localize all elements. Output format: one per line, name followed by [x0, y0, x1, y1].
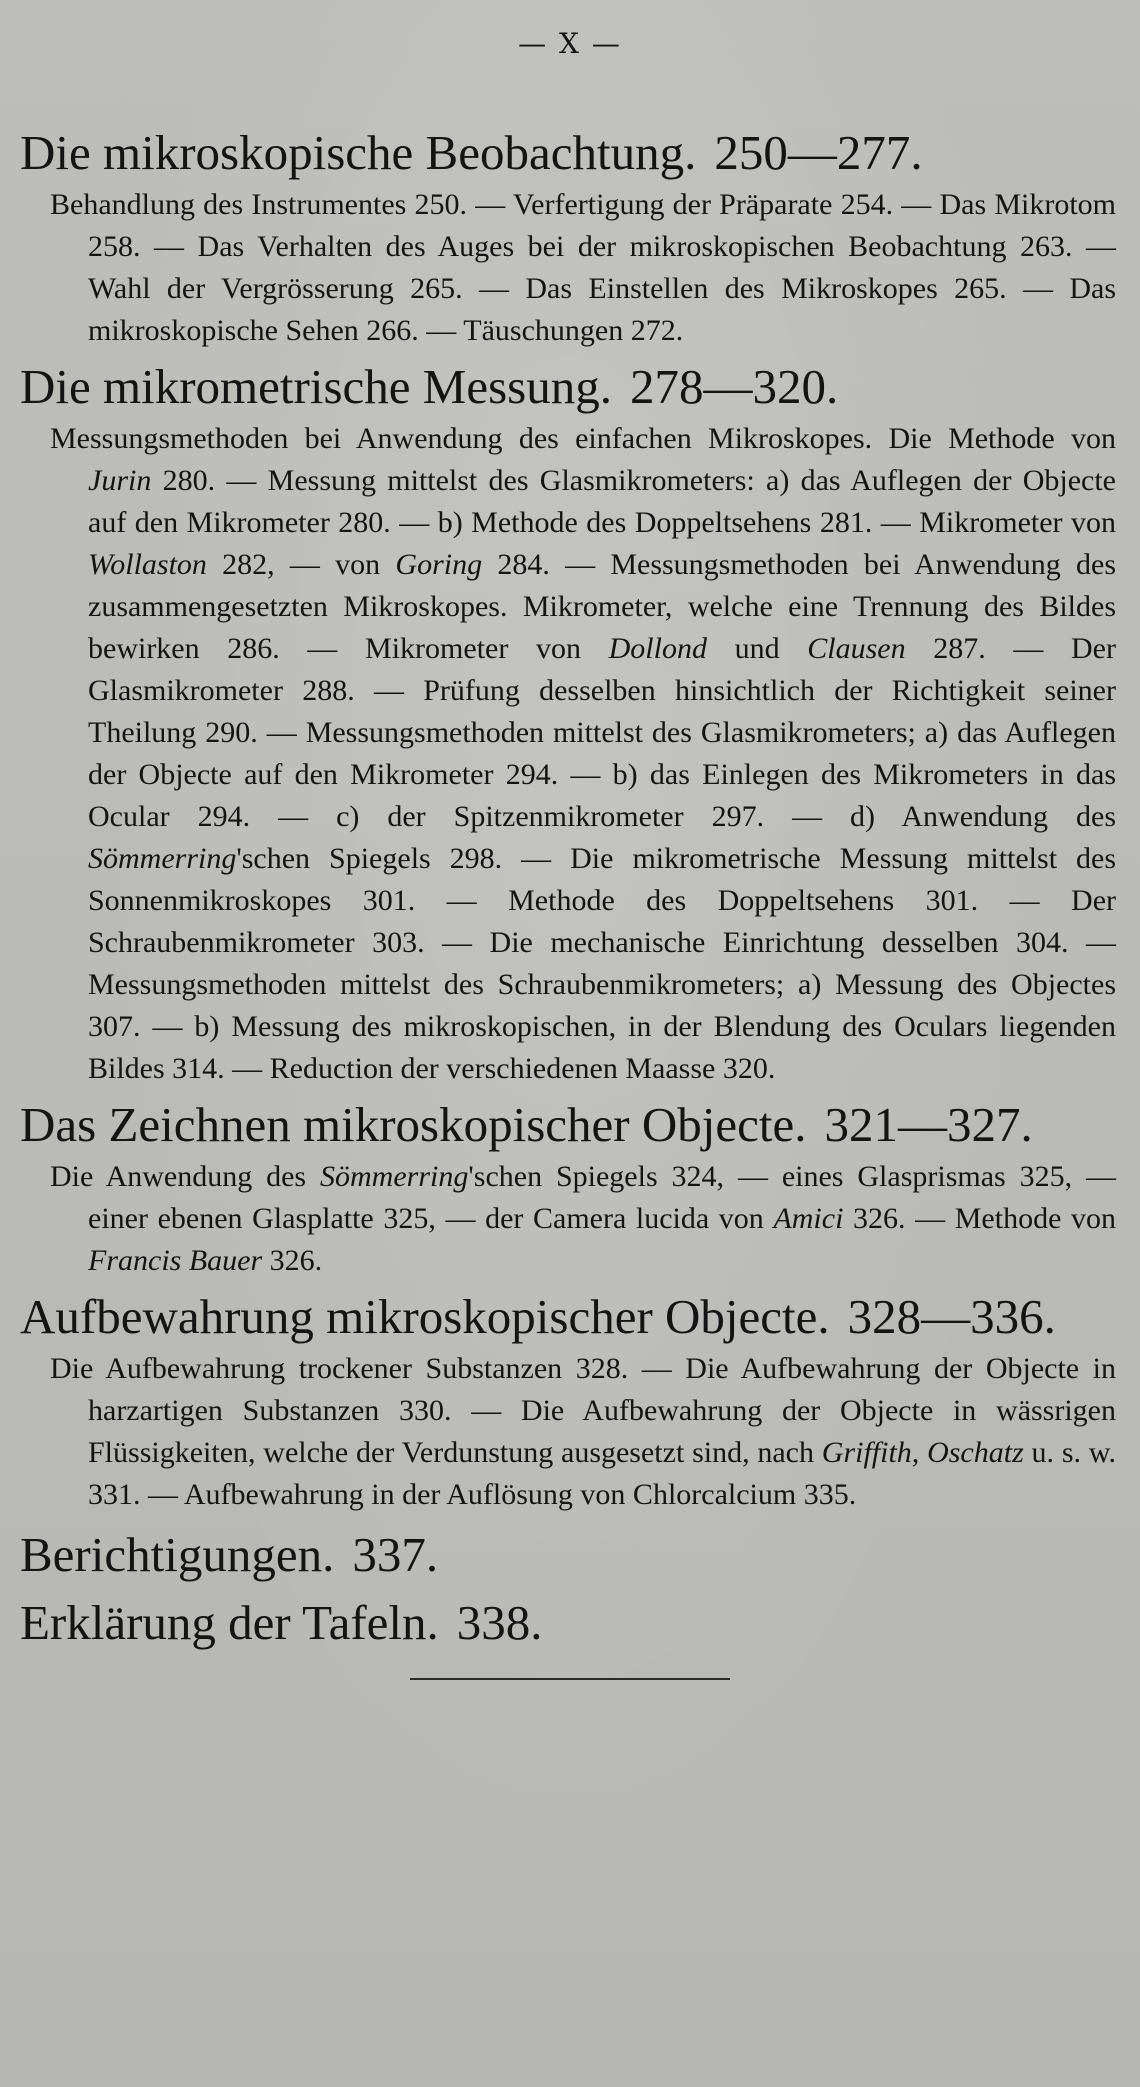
section-title — [0, 1096, 1140, 1154]
body-text: Die Anwendung des — [50, 1160, 321, 1193]
section-body — [0, 418, 1140, 1090]
section-title-text: Die mikrometrische Messung. — [20, 359, 612, 414]
section-title-text: Erklärung der Tafeln. — [20, 1595, 439, 1650]
author-name: Sömmerring — [88, 842, 237, 875]
section-aufbewahrung — [0, 1288, 1140, 1516]
section-body — [0, 1156, 1140, 1282]
section-beobachtung — [0, 124, 1140, 352]
section-title-text: Die mikroskopische Beobachtung. — [20, 125, 697, 180]
body-text: 326. — [262, 1244, 323, 1277]
section-body — [0, 184, 1140, 352]
section-title-berichtigungen — [0, 1526, 1140, 1584]
end-divider-rule — [410, 1678, 730, 1680]
body-text: 326. — Methode von — [843, 1202, 1117, 1235]
author-name: Goring — [395, 548, 483, 581]
body-text: und — [706, 632, 808, 665]
author-name: Wollaston — [88, 548, 207, 581]
section-title — [0, 358, 1140, 416]
body-text: u. s. w. 331. — Aufbewahrung in der Auflösung von Chlorcalcium 335. — [88, 1436, 1116, 1511]
page-range: 278—320. — [629, 359, 839, 414]
author-name: Francis Bauer — [88, 1244, 263, 1277]
section-title — [0, 1288, 1140, 1346]
section-zeichnen — [0, 1096, 1140, 1282]
page-range: 321—327. — [824, 1097, 1033, 1152]
page-range: 337. — [352, 1527, 439, 1582]
section-title-text: Das Zeichnen mikroskopischer Objecte. — [20, 1097, 807, 1152]
section-title-text: Aufbewahrung mikroskopischer Objecte. — [20, 1289, 830, 1344]
body-text: 'schen Spiegels 298. — Die mikrometrische Messung mittelst des Sonnenmikroskopes 301. — Methode des Doppeltsehens 301. — Der Schraubenmikrometer 303. — Die mechanische Einrichtung desselben 304. — Messungsmethoden mittelst des Schraubenmikrometers; a) Messung des Objectes 307. — b) Messung des mikroskopischen, in der Blendung des Oculars liegenden Bildes 314. — Reduction der verschiedenen Maasse 320. — [88, 842, 1116, 1085]
section-title-erklaerung — [0, 1594, 1140, 1652]
author-name: Jurin — [88, 464, 152, 497]
section-title-text: Berichtigungen. — [20, 1527, 335, 1582]
author-name: Griffith, Oschatz — [821, 1436, 1024, 1469]
body-text: 282, — von — [206, 548, 396, 581]
body-text: Behandlung des Instrumentes 250. — Verfertigung der Präparate 254. — Das Mikrotom 258. — Das Verhalten des Auges bei der mikroskopischen Beobachtung 263. — Wahl der Vergrösserung 265. — Das Einstellen des Mikroskopes 265. — Das mikroskopische Sehen 266. — Täuschungen 272. — [50, 188, 1116, 347]
author-name: Clausen — [807, 632, 906, 665]
closing-sections — [0, 1526, 1140, 1652]
page-range: 250—277. — [714, 125, 923, 180]
body-text: Die Aufbewahrung trockener Substanzen 328. — Die Aufbewahrung der Objecte in harzartigen Substanzen 330. — Die Aufbewahrung der Objecte in wässrigen Flüssigkeiten, welche der Verdunstung ausgesetzt sind, nach — [50, 1352, 1116, 1469]
section-title — [0, 124, 1140, 182]
section-body — [0, 1348, 1140, 1516]
page-number-header: — X — — [518, 27, 622, 60]
body-text: 'schen Spiegels 324, — eines Glasprismas 325, — einer ebenen Glasplatte 325, — der Camera lucida von — [88, 1160, 1117, 1235]
section-messung — [0, 358, 1140, 1090]
body-text: 280. — Messung mittelst des Glasmikrometers: a) das Auflegen der Objecte auf den Mikrometer 280. — b) Methode des Doppeltsehens 281. — Mikrometer von — [88, 464, 1116, 539]
page-range: 338. — [456, 1595, 543, 1650]
body-text: 287. — Der Glasmikrometer 288. — Prüfung desselben hinsichtlich der Richtigkeit seiner Theilung 290. — Messungsmethoden mittelst des Glasmikrometers; a) das Auflegen der Objecte auf den Mikrometer 294. — b) das Einlegen des Mikrometers in das Ocular 294. — c) der Spitzenmikrometer 297. — d) Anwendung des — [88, 632, 1116, 833]
body-text: Messungsmethoden bei Anwendung des einfachen Mikroskopes. Die Methode von — [50, 422, 1116, 455]
author-name: Sömmerring — [320, 1160, 469, 1193]
body-text: 284. — Messungsmethoden bei Anwendung des zusammengesetzten Mikroskopes. Mikrometer, welche eine Trennung des Bildes bewirken 286. — Mikrometer von — [88, 548, 1117, 665]
author-name: Dollond — [608, 632, 707, 665]
page-range: 328—336. — [847, 1289, 1056, 1344]
author-name: Amici — [773, 1202, 844, 1235]
